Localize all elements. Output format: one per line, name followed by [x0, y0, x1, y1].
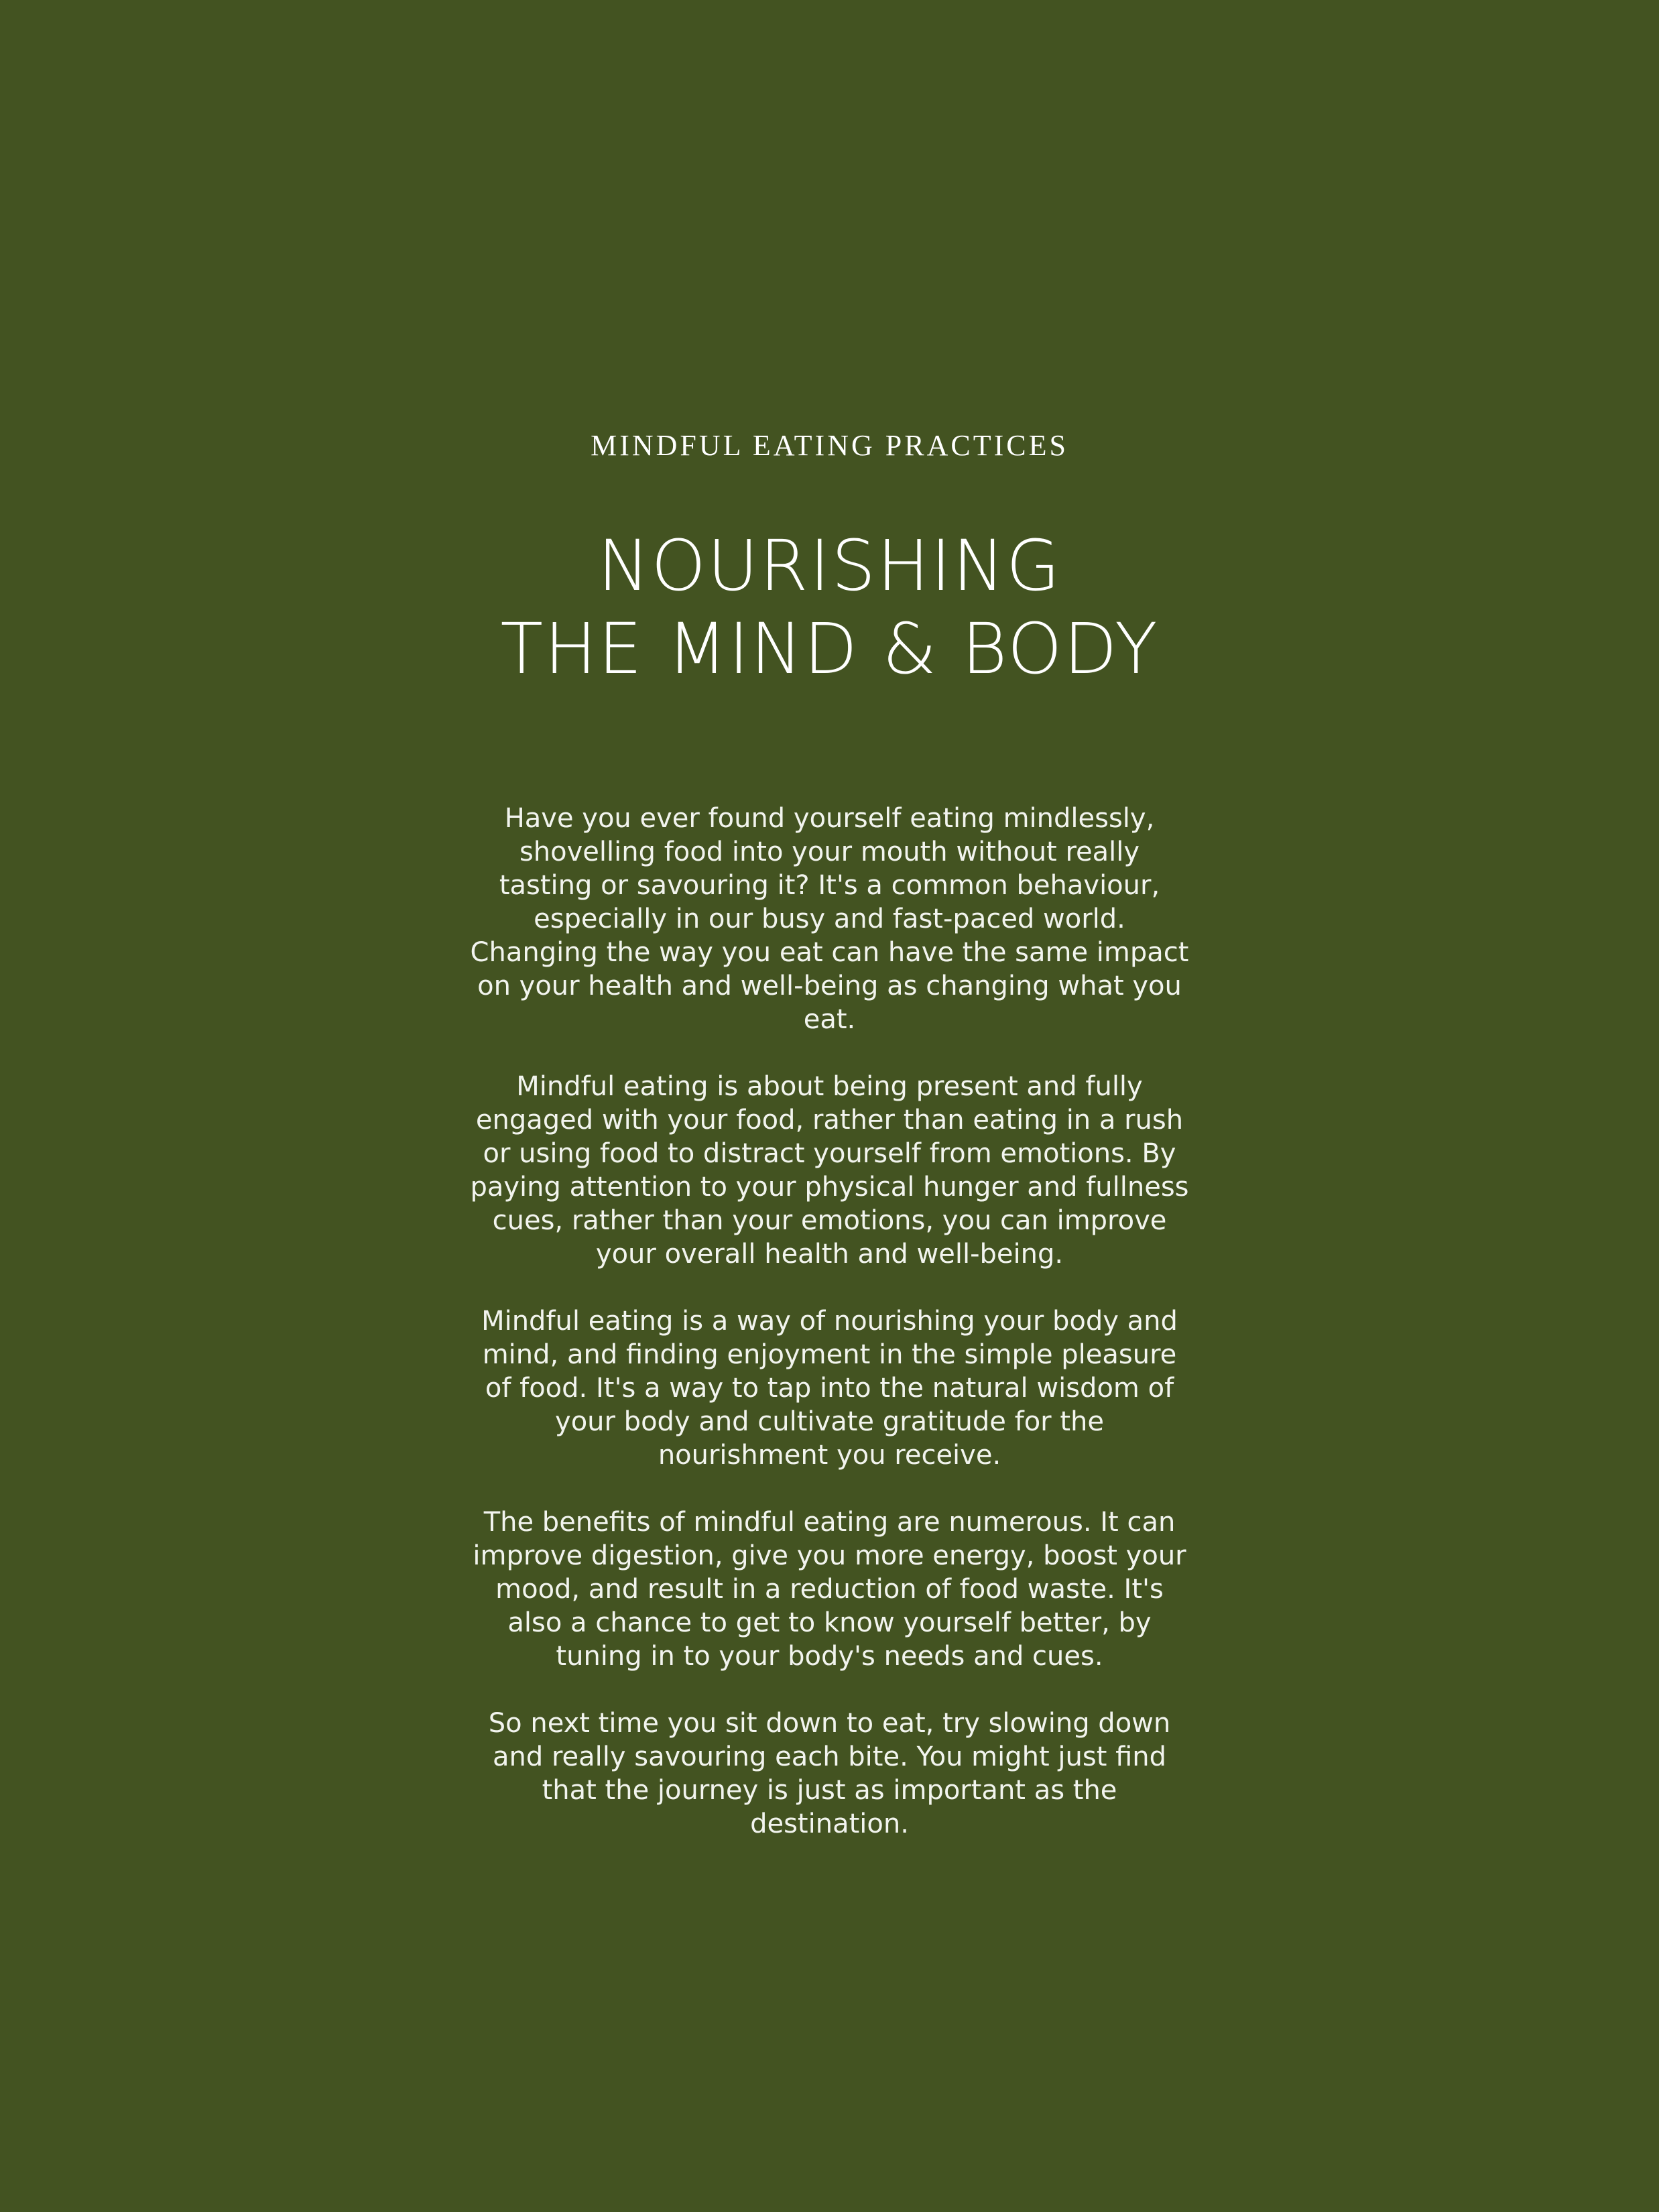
- section-kicker: MINDFUL EATING PRACTICES: [591, 429, 1068, 462]
- paragraph-1: Have you ever found yourself eating mindlessly, shovelling food into your mouth without really tasting or savouring it? It's a common behaviour, especially in our busy and fast-paced world. Changing the way you eat can have the same impact on your health and well-being as changing what you eat.: [470, 803, 1189, 1035]
- paragraph-5: So next time you sit down to eat, try slowing down and really savouring each bite. You might just find that the journey is just as important as the destination.: [488, 1708, 1171, 1839]
- paragraph-3: Mindful eating is a way of nourishing your body and mind, and finding enjoyment in the simple pleasure of food. It's a way to tap into the natural wisdom of your body and cultivate gratitude for the nourishment you receive.: [481, 1306, 1178, 1471]
- title-line-1: NOURISHING: [597, 525, 1062, 607]
- article-body: [469, 802, 1190, 1841]
- paragraph-4: The benefits of mindful eating are numerous. It can improve digestion, give you more energy, boost your mood, and result in a reduction of food waste. It's also a chance to get to know yourself better, by tuning in to your body's needs and cues.: [473, 1507, 1186, 1672]
- title-line-2: THE MIND & BODY: [500, 608, 1159, 690]
- paragraph-2: Mindful eating is about being present and fully engaged with your food, rather than eating in a rush or using food to distract yourself from emotions. By paying attention to your physical hunger and fullness cues, rather than your emotions, you can improve your overall health and well-being.: [470, 1071, 1189, 1270]
- page-title: [0, 524, 1659, 690]
